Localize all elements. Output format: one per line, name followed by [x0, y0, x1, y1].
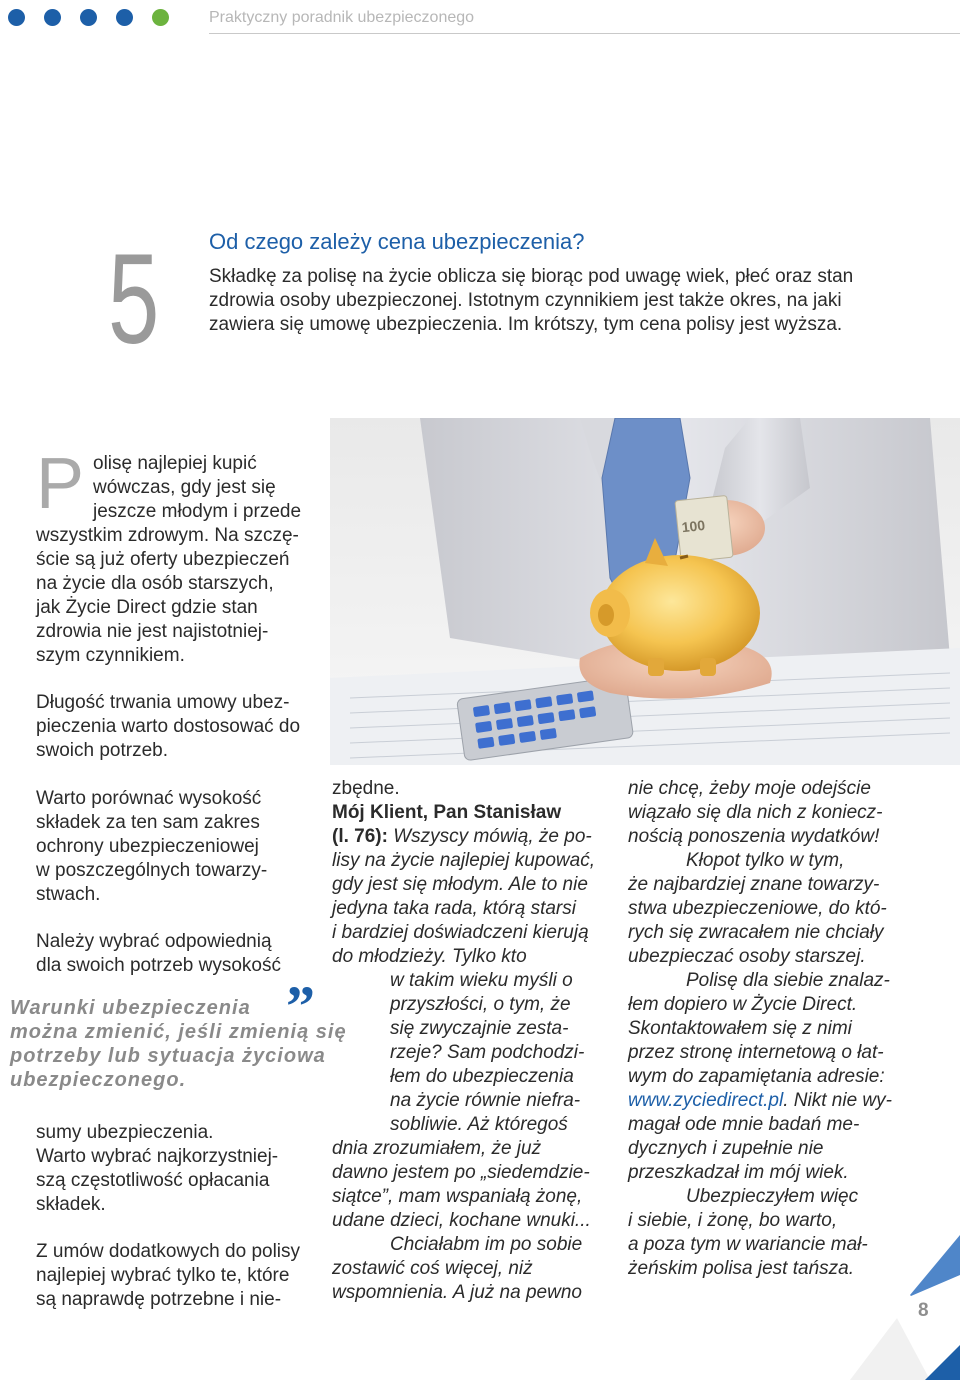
text-line: ochrony ubezpieczeniowej — [36, 836, 259, 857]
drop-cap: P — [36, 444, 85, 524]
quote-mark-icon: ” — [286, 974, 315, 1039]
text-line: dawno jestem po „siedemdzie- — [332, 1162, 590, 1183]
quote-line: potrzeby lub sytuacja życiowa — [10, 1045, 326, 1067]
text-line: zostawić coś więcej, niż — [332, 1258, 533, 1279]
text-line: przyszłości, o tym, że — [390, 994, 571, 1015]
text-line: rych się zwracałem nie chciały — [628, 922, 884, 943]
website-link[interactable]: www.zyciedirect.pl — [628, 1090, 784, 1111]
section-title: Od czego zależy cena ubezpieczenia? — [209, 229, 585, 254]
text-fragment: Wszyscy mówią, że po- — [387, 826, 592, 847]
text-line: szą częstotliwość opłacania — [36, 1170, 270, 1191]
text-line: siątce”, mam wspaniałą żonę, — [332, 1186, 583, 1207]
text-line: łem do ubezpieczenia — [390, 1066, 574, 1087]
text-line: Skontaktowałem się z nimi — [628, 1018, 852, 1039]
text-line: i siebie, i żonę, bo warto, — [628, 1210, 838, 1231]
col2-text — [332, 777, 617, 1305]
text-line: dycznych i zupełnie nie — [628, 1138, 824, 1159]
text-line: rzeje? Sam podchodzi- — [390, 1042, 585, 1063]
text-line: ście są już oferty ubezpieczeń — [36, 549, 290, 570]
text-line: Warto porównać wysokość — [36, 788, 262, 809]
col3-text — [628, 777, 918, 1281]
text-line: stwach. — [36, 884, 101, 905]
text-line: wspomnienia. A już na pewno — [332, 1282, 582, 1303]
text-line: dnia zrozumiałem, że już — [332, 1138, 542, 1159]
text-line: nie chcę, żeby moje odejście — [628, 778, 871, 799]
text-line: wszystkim zdrowym. Na szczę- — [36, 525, 299, 546]
page-number: 8 — [918, 1300, 929, 1321]
section-intro-line: zawiera się umowę ubezpieczenia. Im krótszy, tym cena polisy jest wyższa. — [209, 314, 843, 335]
text-line: jeszcze młodym i przede — [93, 501, 302, 522]
col1-paragraph-2 — [36, 691, 318, 763]
svg-text:100: 100 — [680, 516, 706, 536]
quote-line: Warunki ubezpieczenia — [10, 997, 251, 1019]
page-corner-decoration — [850, 1235, 960, 1380]
header-dot — [80, 9, 97, 26]
text-line: Długość trwania umowy ubez- — [36, 692, 290, 713]
text-line: zbędne. — [332, 778, 400, 799]
piggy-bank-photo — [330, 418, 960, 765]
text-line: swoich potrzeb. — [36, 740, 169, 761]
header-dot — [116, 9, 133, 26]
text-line: wówczas, gdy jest się — [93, 477, 276, 498]
text-line: magał ode mnie badań me- — [628, 1114, 860, 1135]
text-line: w takim wieku myśli o — [390, 970, 573, 991]
client-age: (l. 76): — [332, 826, 388, 847]
text-line: że najbardziej znane towarzy- — [628, 874, 880, 895]
text-line: Warto wybrać najkorzystniej- — [36, 1146, 279, 1167]
header-rule — [209, 33, 960, 34]
text-line: na życie dla osób starszych, — [36, 573, 274, 594]
text-line: Polisę dla siebie znalaz- — [686, 970, 890, 991]
section-intro-line: Składkę za polisę na życie oblicza się biorąc pod uwagę wiek, płeć oraz stan — [209, 266, 854, 287]
text-line: na życie równie niefra- — [390, 1090, 581, 1111]
text-line: nością ponoszenia wydatków! — [628, 826, 880, 847]
text-line: składek za ten sam zakres — [36, 812, 260, 833]
quote-line: można zmienić, jeśli zmienią się — [10, 1021, 347, 1043]
section-number: 5 — [108, 228, 160, 371]
col1-paragraph-4 — [36, 930, 318, 978]
text-line — [332, 825, 617, 849]
text-line: szym czynnikiem. — [36, 645, 185, 666]
text-line: przeszkadzał im mój wiek. — [628, 1162, 849, 1183]
text-line: są naprawdę potrzebne i nie- — [36, 1289, 282, 1310]
col1-paragraph-6 — [36, 1240, 318, 1312]
text-line: pieczenia warto dostosować do — [36, 716, 301, 737]
text-line: Należy wybrać odpowiednią — [36, 931, 272, 952]
text-line: i bardziej doświadczeni kierują — [332, 922, 589, 943]
text-line: do młodzieży. Tylko kto — [332, 946, 527, 967]
text-line: gdy jest się młodym. Ale to nie — [332, 874, 588, 895]
col1-paragraph-5 — [36, 1121, 318, 1217]
section-intro-line: zdrowia osoby ubezpieczonej. Istotnym czynnikiem jest także okres, na jaki — [209, 290, 842, 311]
text-line: sobliwie. Aż któregoś — [390, 1114, 568, 1135]
text-line: Ubezpieczyłem więc — [686, 1186, 859, 1207]
text-line: Z umów dodatkowych do polisy — [36, 1241, 301, 1262]
text-fragment: . Nikt nie wy- — [783, 1090, 892, 1111]
text-line: a poza tym w wariancie mał- — [628, 1234, 868, 1255]
text-line: lisy na życie najlepiej kupować, — [332, 850, 595, 871]
header-dot — [152, 9, 169, 26]
text-line: w poszczególnych towarzy- — [36, 860, 268, 881]
text-line: olisę najlepiej kupić — [93, 453, 257, 474]
text-line — [628, 1089, 918, 1113]
text-line: łem dopiero w Życie Direct. — [628, 994, 858, 1015]
text-line: stwa ubezpieczeniowe, do któ- — [628, 898, 887, 919]
header-dot — [8, 9, 25, 26]
section-intro — [209, 265, 929, 337]
running-header-title: Praktyczny poradnik ubezpieczonego — [209, 9, 475, 26]
text-line: ubezpieczać osoby starszej. — [628, 946, 866, 967]
text-line: żeńskim polisa jest tańsza. — [628, 1258, 854, 1279]
text-line: wiązało się dla nich z koniecz- — [628, 802, 883, 823]
text-line: Kłopot tylko w tym, — [686, 850, 845, 871]
text-line: jak Życie Direct gdzie stan — [36, 597, 258, 618]
text-line: Chciałabm im po sobie — [390, 1234, 583, 1255]
text-line: dla swoich potrzeb wysokość — [36, 955, 281, 976]
text-line: jedyna taka rada, którą starsi — [332, 898, 576, 919]
client-name-heading: Mój Klient, Pan Stanisław — [332, 802, 562, 823]
text-line: składek. — [36, 1194, 106, 1215]
header-dot — [44, 9, 61, 26]
col1-paragraph-1 — [36, 452, 318, 668]
quote-line: ubezpieczonego. — [10, 1069, 187, 1091]
text-line: sumy ubezpieczenia. — [36, 1122, 214, 1143]
text-line: się zwyczajnie zesta- — [390, 1018, 569, 1039]
text-line: zdrowia nie jest najistotniej- — [36, 621, 269, 642]
piggy-bank-illustration — [330, 418, 960, 765]
text-line: przez stronę internetową o łat- — [628, 1042, 884, 1063]
text-line: najlepiej wybrać tylko te, które — [36, 1265, 290, 1286]
text-line: udane dzieci, kochane wnuki... — [332, 1210, 591, 1231]
col1-paragraph-3 — [36, 787, 318, 907]
text-line: wym do zapamiętania adresie: — [628, 1066, 885, 1087]
